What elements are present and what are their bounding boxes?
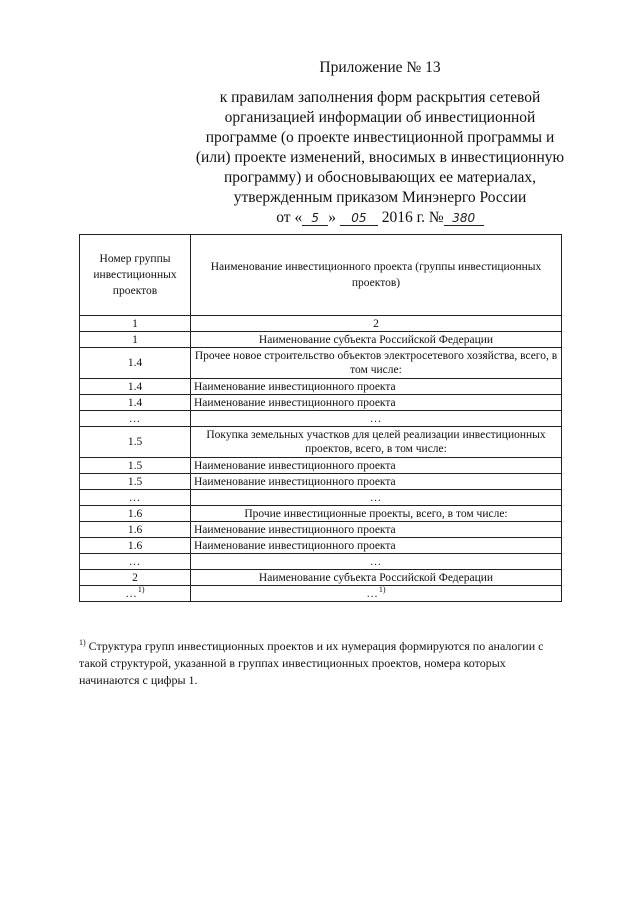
project-name-cell: Наименование субъекта Российской Федерации: [191, 570, 562, 586]
handwritten-day: 5: [302, 211, 328, 226]
group-number-cell: 1.5: [80, 458, 191, 474]
project-name-cell: Наименование инвестиционного проекта: [191, 395, 562, 411]
table-row: [80, 395, 562, 411]
date-prefix: от «: [276, 209, 303, 226]
header-line-2: организацией информации об инвестиционной: [224, 109, 536, 126]
group-number-cell: 1.4: [80, 348, 191, 379]
group-number-cell: 2: [80, 570, 191, 586]
footnote-ref: 1): [137, 584, 145, 594]
project-name-cell: Прочие инвестиционные проекты, всего, в том числе:: [191, 506, 562, 522]
table-row: [80, 348, 562, 379]
group-number-cell: 1.6: [80, 506, 191, 522]
footnote: [79, 638, 569, 689]
investment-groups-table: [79, 234, 562, 602]
project-name-cell: Наименование инвестиционного проекта: [191, 379, 562, 395]
group-number-cell: …: [80, 554, 191, 570]
table-row: [80, 506, 562, 522]
group-number-cell: …: [80, 411, 191, 427]
footnote-text: Структура групп инвестиционных проектов и их нумерация формируются по аналогии с такой структурой, указанной в группах инвестиционных проектов, номера которых начинаются с цифры 1.: [79, 639, 544, 687]
table-row-last: [80, 586, 562, 602]
handwritten-order-number: 380: [444, 211, 484, 226]
project-name-cell: Наименование инвестиционного проекта: [191, 522, 562, 538]
appendix-title: Приложение № 13: [319, 59, 441, 76]
table-row: [80, 458, 562, 474]
header-line-1: к правилам заполнения форм раскрытия сетевой: [219, 89, 541, 106]
table-row: [80, 379, 562, 395]
footnote-marker: 1): [79, 638, 86, 647]
table-row: [80, 490, 562, 506]
group-number-cell: …: [80, 490, 191, 506]
footnote-ref: 1): [378, 584, 386, 594]
table-row: [80, 474, 562, 490]
table-row: [80, 570, 562, 586]
group-number-cell: 1.5: [80, 427, 191, 458]
project-name-cell: …: [191, 490, 562, 506]
date-separator: »: [328, 209, 336, 226]
header-group-number: Номер группы инвестиционных проектов: [80, 235, 191, 316]
table-row: [80, 427, 562, 458]
table-row: [80, 332, 562, 348]
group-number-cell: 1.6: [80, 538, 191, 554]
handwritten-month: 05: [340, 211, 378, 226]
project-name-cell: Наименование инвестиционного проекта: [191, 474, 562, 490]
table-row: [80, 411, 562, 427]
ellipsis: …: [125, 587, 138, 600]
table-row: [80, 554, 562, 570]
header-line-3: программе (о проекте инвестиционной программы и: [205, 129, 555, 146]
ellipsis: …: [366, 587, 379, 600]
table-row: [80, 538, 562, 554]
header-line-5: программу) и обосновывающих ее материалах,: [224, 169, 536, 186]
document-header: [180, 58, 580, 228]
header-project-name: Наименование инвестиционного проекта (группы инвестиционных проектов): [191, 235, 562, 316]
header-line-6: утвержденным приказом Минэнерго России: [233, 189, 527, 206]
table-header-row: [80, 235, 562, 316]
column-number-1: 1: [80, 316, 191, 332]
group-number-cell: 1.4: [80, 395, 191, 411]
table-row: [80, 522, 562, 538]
project-name-cell: Наименование инвестиционного проекта: [191, 458, 562, 474]
date-year: 2016 г. №: [381, 209, 444, 226]
group-number-cell: 1.4: [80, 379, 191, 395]
project-name-cell: …: [191, 554, 562, 570]
group-number-cell: 1.5: [80, 474, 191, 490]
project-name-cell: Наименование субъекта Российской Федерации: [191, 332, 562, 348]
column-number-2: 2: [191, 316, 562, 332]
header-line-4: (или) проекте изменений, вносимых в инвестиционную: [195, 149, 565, 166]
group-number-cell: 1: [80, 332, 191, 348]
project-name-cell: …: [191, 411, 562, 427]
column-number-row: [80, 316, 562, 332]
order-date-line: [180, 208, 580, 228]
project-name-cell: Прочее новое строительство объектов электросетевого хозяйства, всего, в том числе:: [191, 348, 562, 379]
group-number-cell: 1.6: [80, 522, 191, 538]
group-number-cell: [80, 586, 191, 602]
project-name-cell: Наименование инвестиционного проекта: [191, 538, 562, 554]
project-name-cell: Покупка земельных участков для целей реализации инвестиционных проектов, всего, в том числе:: [191, 427, 562, 458]
project-name-cell: [191, 586, 562, 602]
